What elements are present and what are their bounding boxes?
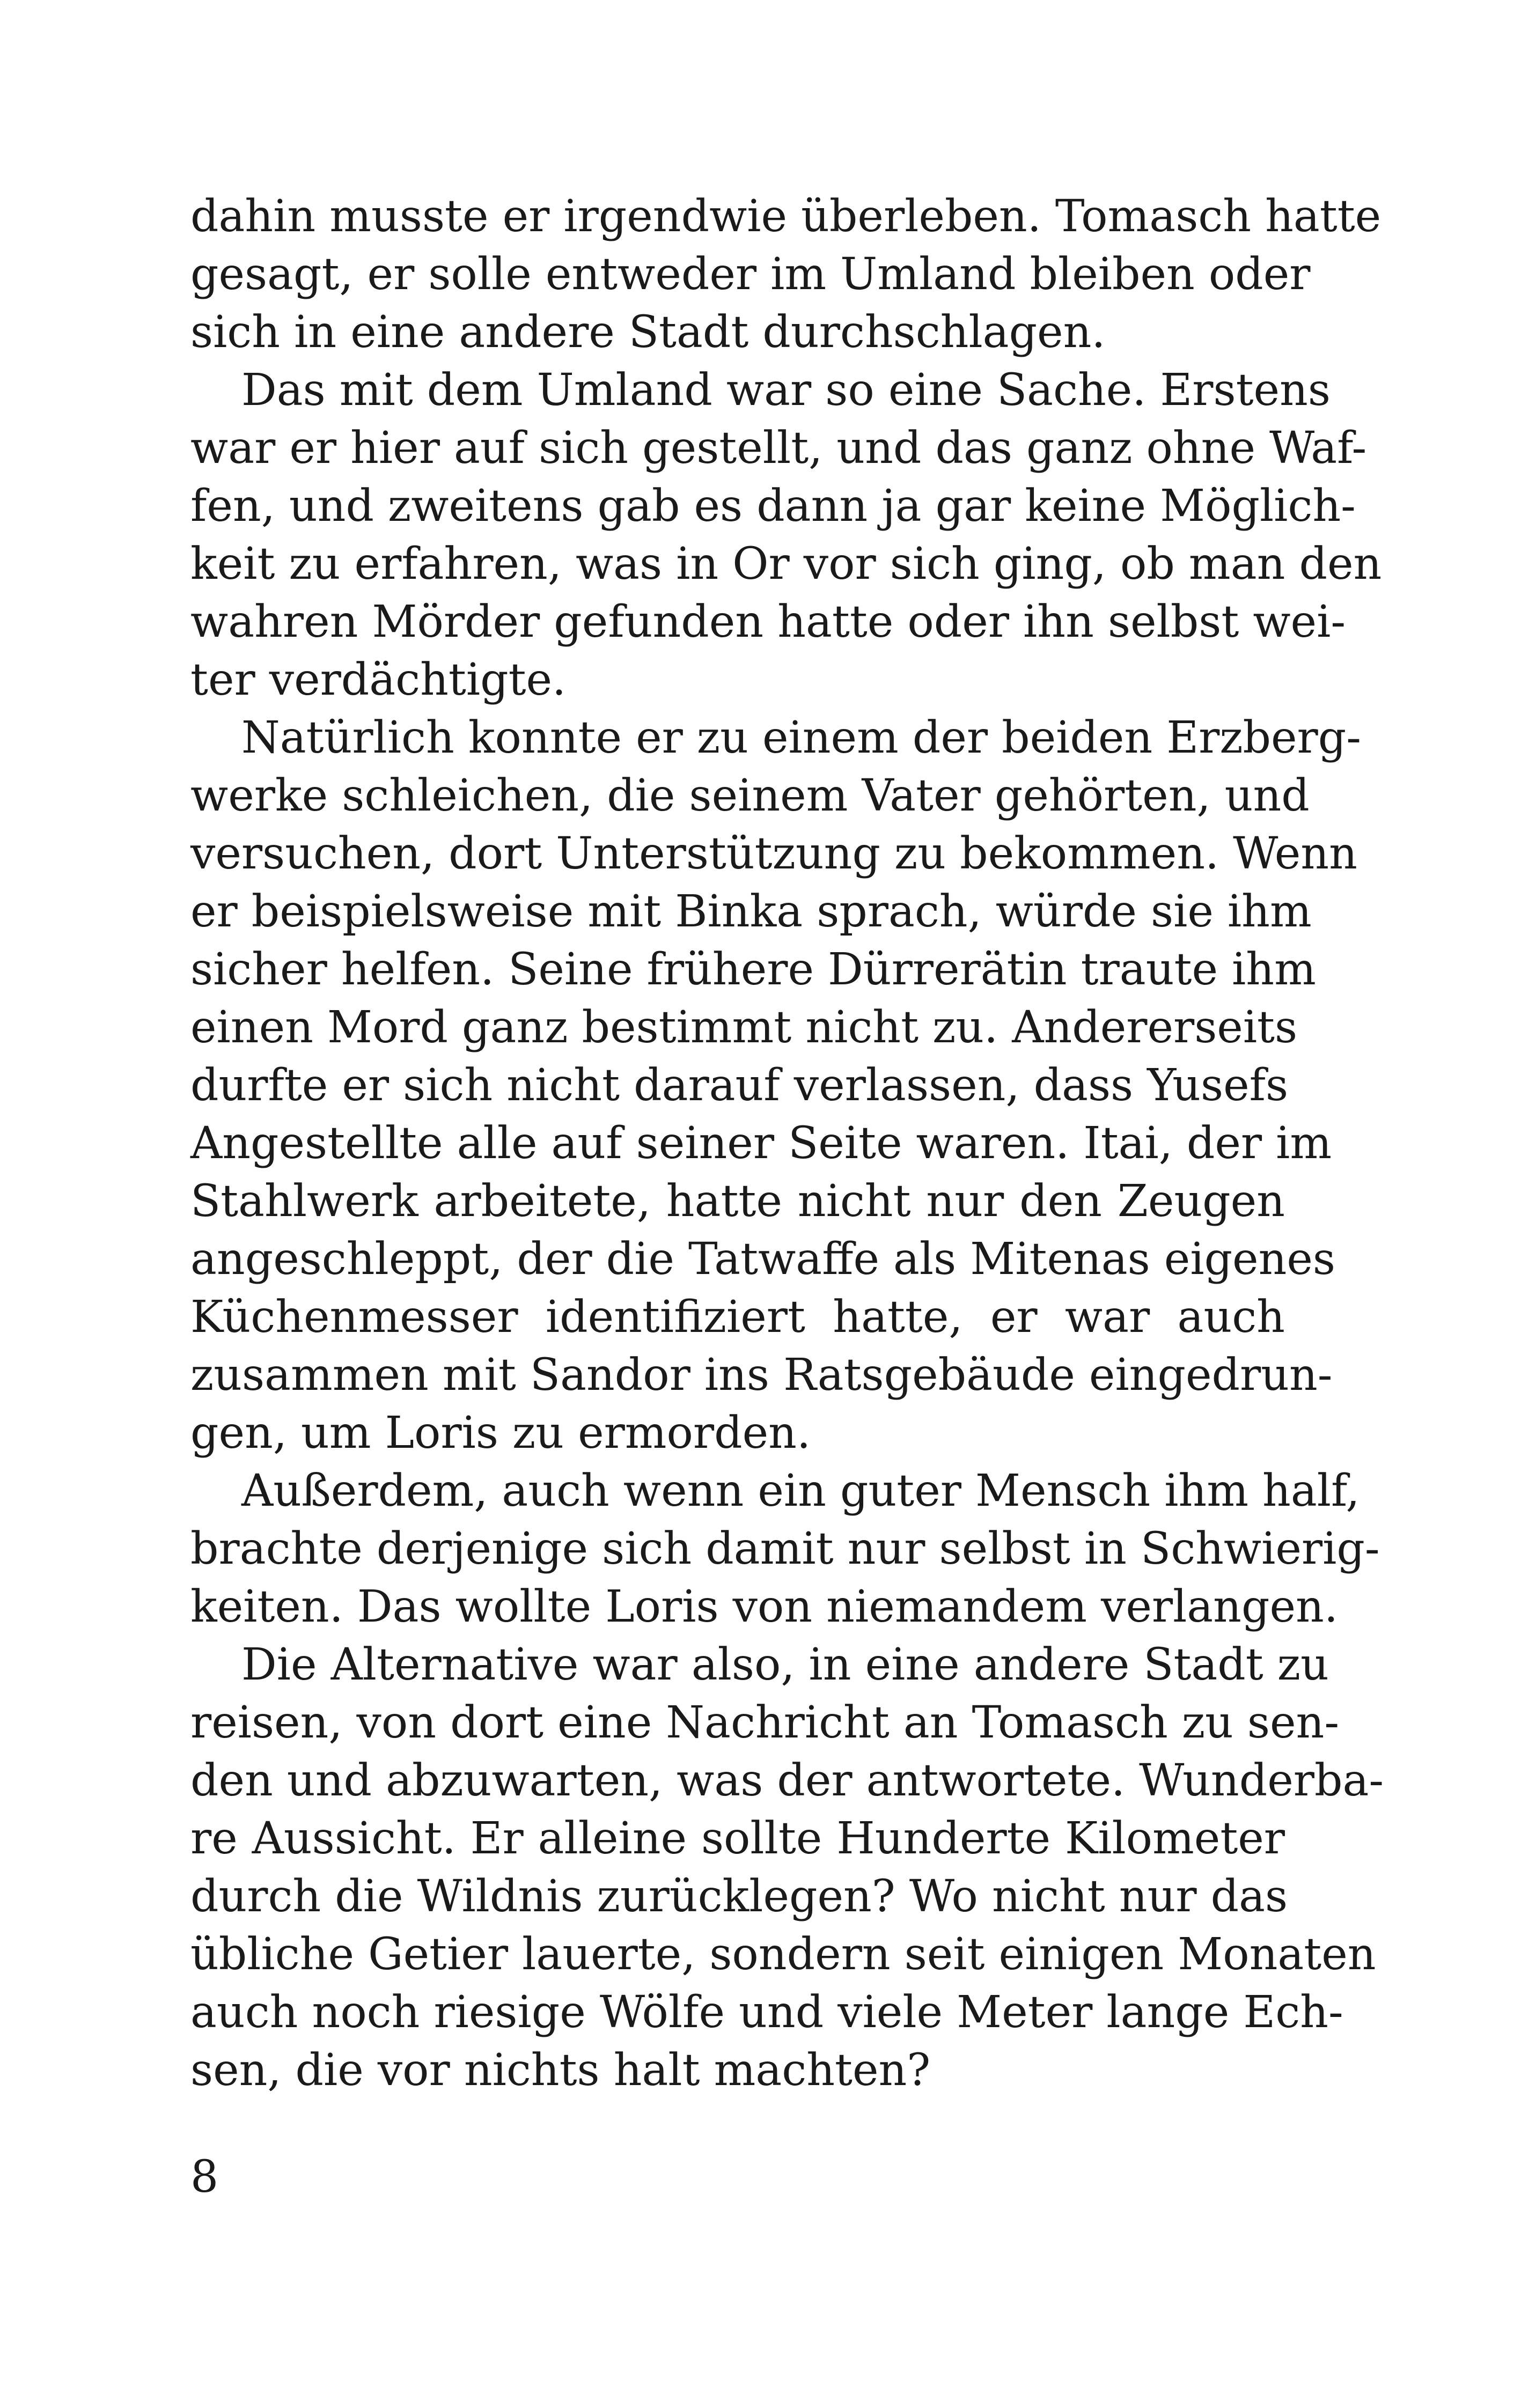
text-line: sicher helfen. Seine frühere Dürrerätin traute ihm xyxy=(190,944,1316,995)
body-text xyxy=(190,188,1384,2100)
text-line: dahin musste er irgendwie überleben. Tomasch hatte xyxy=(190,191,1382,242)
text-line: brachte derjenige sich damit nur selbst in Schwierig- xyxy=(190,1523,1380,1574)
text-line: einen Mord ganz bestimmt nicht zu. Andererseits xyxy=(190,1002,1298,1053)
text-line: zusammen mit Sandor ins Ratsgebäude eingedrun- xyxy=(190,1350,1333,1401)
text-line: angeschleppt, der die Tatwaffe als Mitenas eigenes xyxy=(190,1234,1336,1285)
text-line: übliche Getier lauerte, sondern seit einigen Monaten xyxy=(190,1929,1376,1980)
text-line: sich in eine andere Stadt durchschlagen. xyxy=(190,307,1106,358)
text-line: durch die Wildnis zurücklegen? Wo nicht nur das xyxy=(190,1871,1288,1922)
text-line: re Aussicht. Er alleine sollte Hunderte Kilometer xyxy=(190,1813,1285,1864)
text-line: Stahlwerk arbeitete, hatte nicht nur den Zeugen xyxy=(190,1176,1285,1227)
page-number: 8 xyxy=(190,2152,219,2203)
text-line: Die Alternative war also, in eine andere Stadt zu xyxy=(241,1639,1329,1690)
text-line: Küchenmesser identifiziert hatte, er war auch xyxy=(190,1292,1285,1343)
text-line: werke schleichen, die seinem Vater gehörten, und xyxy=(190,770,1310,821)
paragraph xyxy=(190,188,1382,362)
text-line: keit zu erfahren, was in Or vor sich ging, ob man den xyxy=(190,539,1382,590)
text-line: auch noch riesige Wölfe und viele Meter lange Ech- xyxy=(190,1987,1343,2038)
text-line: gesagt, er solle entweder im Umland bleiben oder xyxy=(190,249,1311,300)
text-line: ter verdächtigte. xyxy=(190,654,567,705)
text-line: Außerdem, auch wenn ein guter Mensch ihm half, xyxy=(241,1466,1360,1516)
text-line: war er hier auf sich gestellt, und das ganz ohne Waf- xyxy=(190,423,1367,474)
paragraph xyxy=(190,1462,1380,1636)
text-line: den und abzuwarten, was der antwortete. Wunderba- xyxy=(190,1755,1384,1806)
text-line: Das mit dem Umland war so eine Sache. Erstens xyxy=(241,365,1331,416)
text-line: Angestellte alle auf seiner Seite waren. Itai, der im xyxy=(190,1118,1332,1169)
text-line: versuchen, dort Unterstützung zu bekommen. Wenn xyxy=(190,828,1357,879)
text-line: fen, und zweitens gab es dann ja gar keine Möglich- xyxy=(190,481,1356,532)
text-line: sen, die vor nichts halt machten? xyxy=(190,2045,931,2096)
text-line: Natürlich konnte er zu einem der beiden Erzberg- xyxy=(241,712,1361,763)
text-line: er beispielsweise mit Binka sprach, würde sie ihm xyxy=(190,886,1312,937)
paragraph xyxy=(190,1636,1384,2100)
text-line: durfte er sich nicht darauf verlassen, dass Yusefs xyxy=(190,1060,1289,1111)
paragraph xyxy=(190,362,1382,709)
paragraph xyxy=(190,709,1361,1462)
text-line: reisen, von dort eine Nachricht an Tomasch zu sen- xyxy=(190,1697,1340,1748)
text-line: wahren Mörder gefunden hatte oder ihn selbst wei- xyxy=(190,597,1346,647)
text-line: gen, um Loris zu ermorden. xyxy=(190,1408,811,1459)
text-line: keiten. Das wollte Loris von niemandem verlangen. xyxy=(190,1581,1338,1632)
